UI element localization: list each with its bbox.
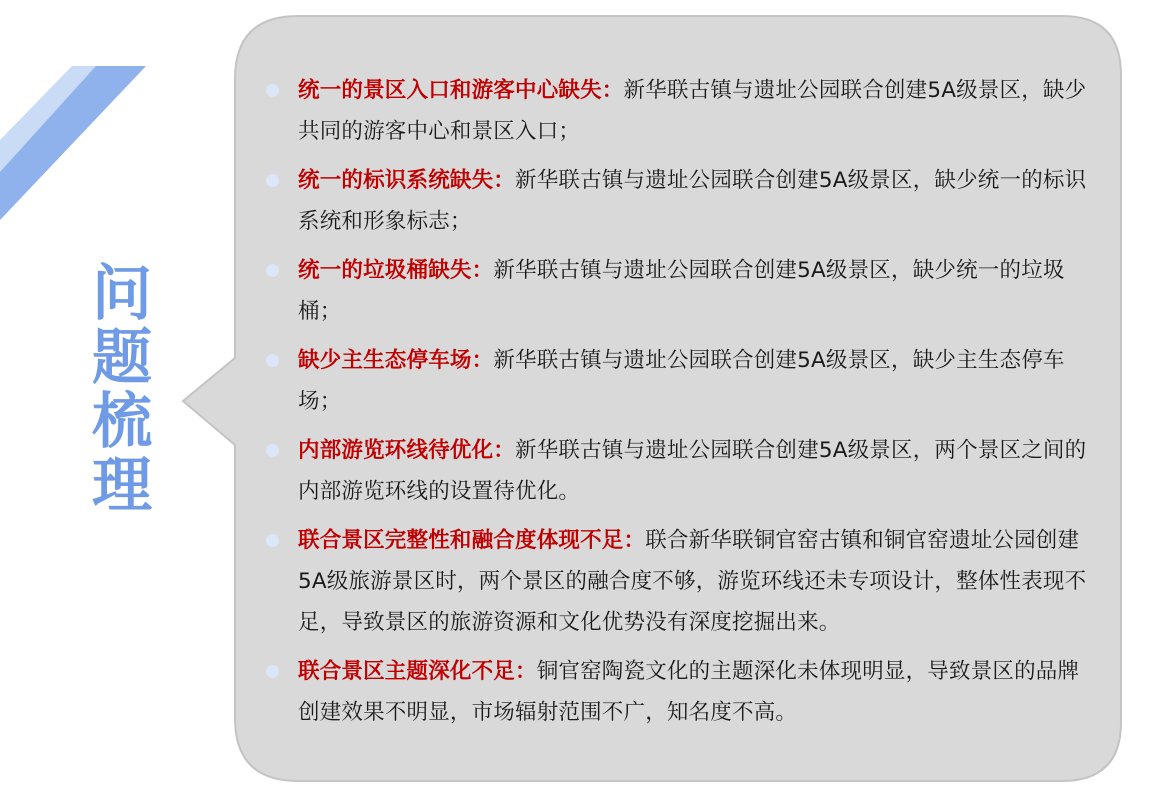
list-item bbox=[262, 651, 1092, 733]
list-item bbox=[262, 160, 1092, 242]
bullet-icon bbox=[266, 444, 279, 457]
bullet-icon bbox=[266, 264, 279, 277]
item-heading: 联合景区完整性和融合度体现不足： bbox=[298, 528, 646, 553]
side-title-char: 梳 bbox=[92, 387, 152, 457]
list-item bbox=[262, 70, 1092, 152]
bullet-icon bbox=[266, 84, 279, 97]
side-title-char: 题 bbox=[92, 323, 152, 393]
item-heading: 缺少主生态停车场： bbox=[298, 348, 494, 373]
bullet-icon bbox=[266, 174, 279, 187]
side-title bbox=[86, 259, 158, 521]
bullet-icon bbox=[266, 354, 279, 367]
list-item bbox=[262, 430, 1092, 512]
item-text: 新华联古镇与遗址公园联合创建5A级景区，缺少统一的标识系统和形象标志； bbox=[298, 168, 1087, 234]
issue-list bbox=[262, 70, 1092, 741]
bullet-icon bbox=[266, 665, 279, 678]
side-title-char: 问 bbox=[92, 259, 152, 329]
item-text: 新华联古镇与遗址公园联合创建5A级景区，缺少共同的游客中心和景区入口； bbox=[298, 78, 1087, 144]
bullet-icon bbox=[266, 534, 279, 547]
list-item bbox=[262, 520, 1092, 643]
item-heading: 联合景区主题深化不足： bbox=[298, 659, 537, 684]
list-item bbox=[262, 340, 1092, 422]
item-heading: 统一的景区入口和游客中心缺失： bbox=[298, 78, 624, 103]
side-title-char: 理 bbox=[92, 451, 152, 521]
item-text: 新华联古镇与遗址公园联合创建5A级景区，缺少主生态停车场； bbox=[298, 348, 1065, 414]
item-text: 铜官窑陶瓷文化的主题深化未体现明显，导致景区的品牌创建效果不明显，市场辐射范围不广，知名度不高。 bbox=[298, 659, 1080, 725]
item-heading: 内部游览环线待优化： bbox=[298, 438, 516, 463]
item-text: 联合新华联铜官窑古镇和铜官窑遗址公园创建5A级旅游景区时，两个景区的融合度不够，游览环线还未专项设计，整体性表现不足，导致景区的旅游资源和文化优势没有深度挖掘出来。 bbox=[298, 528, 1087, 635]
item-heading: 统一的标识系统缺失： bbox=[298, 168, 516, 193]
list-item bbox=[262, 250, 1092, 332]
item-text: 新华联古镇与遗址公园联合创建5A级景区，缺少统一的垃圾桶； bbox=[298, 258, 1065, 324]
item-heading: 统一的垃圾桶缺失： bbox=[298, 258, 494, 283]
item-text: 新华联古镇与遗址公园联合创建5A级景区，两个景区之间的内部游览环线的设置待优化。 bbox=[298, 438, 1087, 504]
